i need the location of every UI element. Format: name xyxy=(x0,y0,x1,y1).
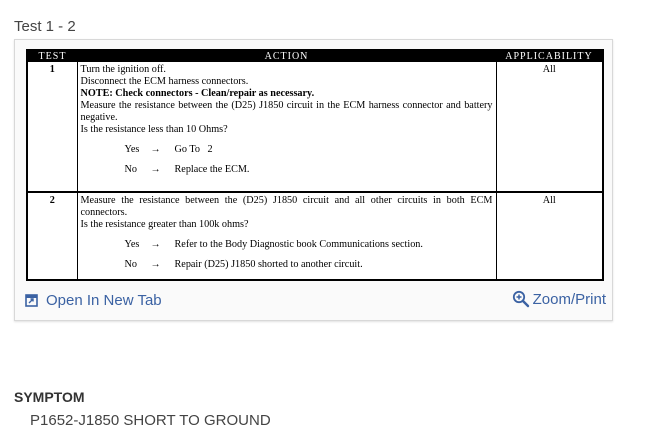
action-question: Is the resistance less than 10 Ohms? xyxy=(80,124,228,135)
branch-no-text: Repair (D25) J1850 shorted to another circuit. xyxy=(174,259,363,270)
branch-no xyxy=(81,164,493,176)
arrow-icon: → xyxy=(150,164,161,175)
open-in-new-tab-label: Open In New Tab xyxy=(46,292,162,309)
action-line: Measure the resistance between the (D25) J1850 circuit in the ECM harness connector and battery negative. xyxy=(80,100,493,123)
open-in-new-tab-icon xyxy=(25,294,38,307)
arrow-icon: → xyxy=(150,259,161,270)
header-applicability: APPLICABILITY xyxy=(496,51,602,62)
action-line: Disconnect the ECM harness connectors. xyxy=(80,76,249,87)
document-card xyxy=(14,39,613,321)
page-title: Test 1 - 2 xyxy=(14,18,76,35)
symptom-value: P1652-J1850 SHORT TO GROUND xyxy=(30,412,271,429)
diagnostic-table-image xyxy=(26,49,604,281)
zoom-in-icon xyxy=(512,290,530,308)
branch-no-label: No xyxy=(124,259,137,270)
branch-yes-label: Yes xyxy=(124,239,140,250)
zoom-print-link[interactable] xyxy=(512,290,606,308)
table-row xyxy=(28,192,602,279)
open-in-new-tab-link[interactable] xyxy=(25,292,162,309)
test-number: 2 xyxy=(28,192,77,279)
action-line: Turn the ignition off. xyxy=(80,64,166,75)
table-row xyxy=(28,62,602,192)
action-line: Measure the resistance between the (D25) J1850 circuit and all other circuits in both ECM connectors. xyxy=(80,195,493,218)
header-action: ACTION xyxy=(77,51,496,62)
action-question: Is the resistance greater than 100k ohms? xyxy=(80,219,249,230)
header-test: TEST xyxy=(28,51,77,62)
branch-no xyxy=(81,259,493,271)
symptom-heading: SYMPTOM xyxy=(14,389,85,405)
branch-no-text: Replace the ECM. xyxy=(174,164,250,175)
arrow-icon: → xyxy=(150,239,161,250)
applicability-cell: All xyxy=(496,62,602,192)
action-cell xyxy=(77,192,496,279)
applicability-cell: All xyxy=(542,195,556,206)
branch-yes xyxy=(81,144,493,156)
branch-yes xyxy=(81,239,493,251)
arrow-icon: → xyxy=(150,144,161,155)
branch-no-label: No xyxy=(124,164,137,175)
zoom-print-label: Zoom/Print xyxy=(532,290,606,308)
branch-yes-text: Refer to the Body Diagnostic book Communications section. xyxy=(174,239,423,250)
action-cell xyxy=(77,62,496,192)
branch-yes-text: Go To 2 xyxy=(174,144,213,155)
action-note: NOTE: Check connectors - Clean/repair as necessary. xyxy=(80,88,315,99)
test-number: 1 xyxy=(28,62,77,192)
branch-yes-label: Yes xyxy=(124,144,140,155)
